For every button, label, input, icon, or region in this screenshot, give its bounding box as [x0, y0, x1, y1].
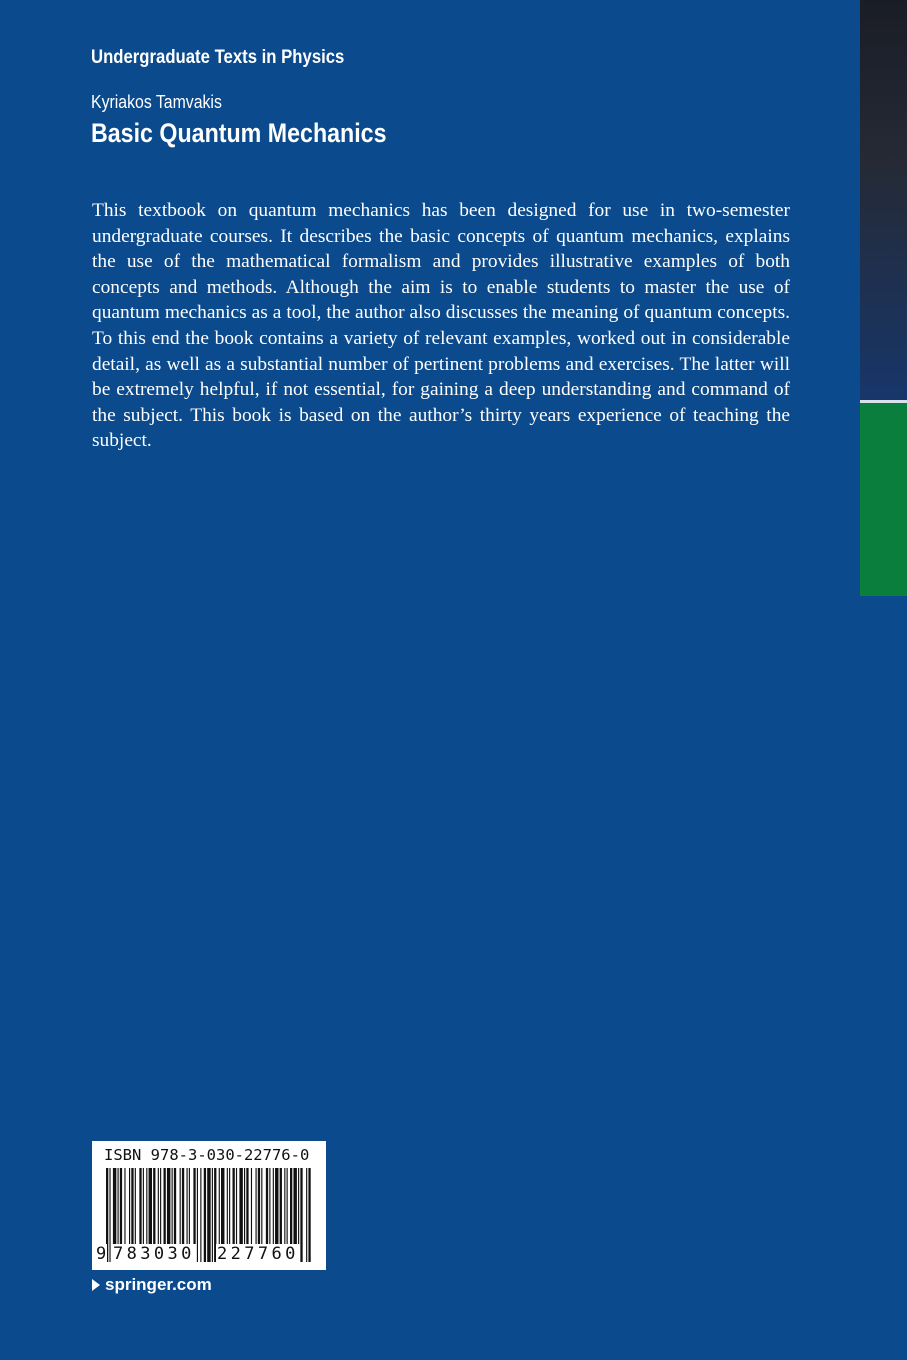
publisher-website[interactable]	[92, 1275, 212, 1295]
barcode-right-group: 227760	[217, 1244, 299, 1264]
barcode-bar	[212, 1168, 213, 1262]
barcode-bar	[300, 1168, 302, 1262]
author-name: Kyriakos Tamvakis	[91, 92, 222, 112]
barcode-bar	[200, 1168, 201, 1262]
spine-dark-band	[860, 0, 907, 400]
barcode-bar	[306, 1168, 307, 1262]
barcode-bar	[207, 1168, 210, 1262]
barcode-bar	[308, 1168, 310, 1262]
barcode-panel	[92, 1141, 326, 1270]
barcode-bar	[204, 1168, 206, 1262]
arrow-right-icon	[92, 1279, 100, 1291]
website-label: springer.com	[105, 1275, 212, 1294]
barcode-left-group: 783030	[113, 1244, 195, 1264]
barcode-first-digit: 9	[96, 1244, 107, 1264]
barcode-bar	[197, 1168, 198, 1262]
barcode-bar	[109, 1168, 110, 1262]
isbn-label: ISBN 978-3-030-22776-0	[104, 1146, 310, 1164]
spine-green-band	[860, 403, 907, 596]
back-cover-blurb: This textbook on quantum mechanics has been designed for use in two-semester undergraduate courses. It describes the basic concepts of quantum mechanics, explains the use of the mathematical formalism and provides illustrative examples of both concepts and methods. Although the aim is to enable students to master the use of quantum mechanics as a tool, the author also discusses the meaning of quantum concepts. To this end the book contains a variety of relevant examples, worked out in considerable detail, as well as a substantial number of pertinent problems and exercises. The latter will be extremely helpful, if not essential, for gaining a deep understanding and command of the subject. This book is based on the author’s thirty years experience of teaching the subject.	[92, 200, 790, 452]
series-name: Undergraduate Texts in Physics	[91, 47, 345, 68]
book-title: Basic Quantum Mechanics	[91, 118, 387, 148]
